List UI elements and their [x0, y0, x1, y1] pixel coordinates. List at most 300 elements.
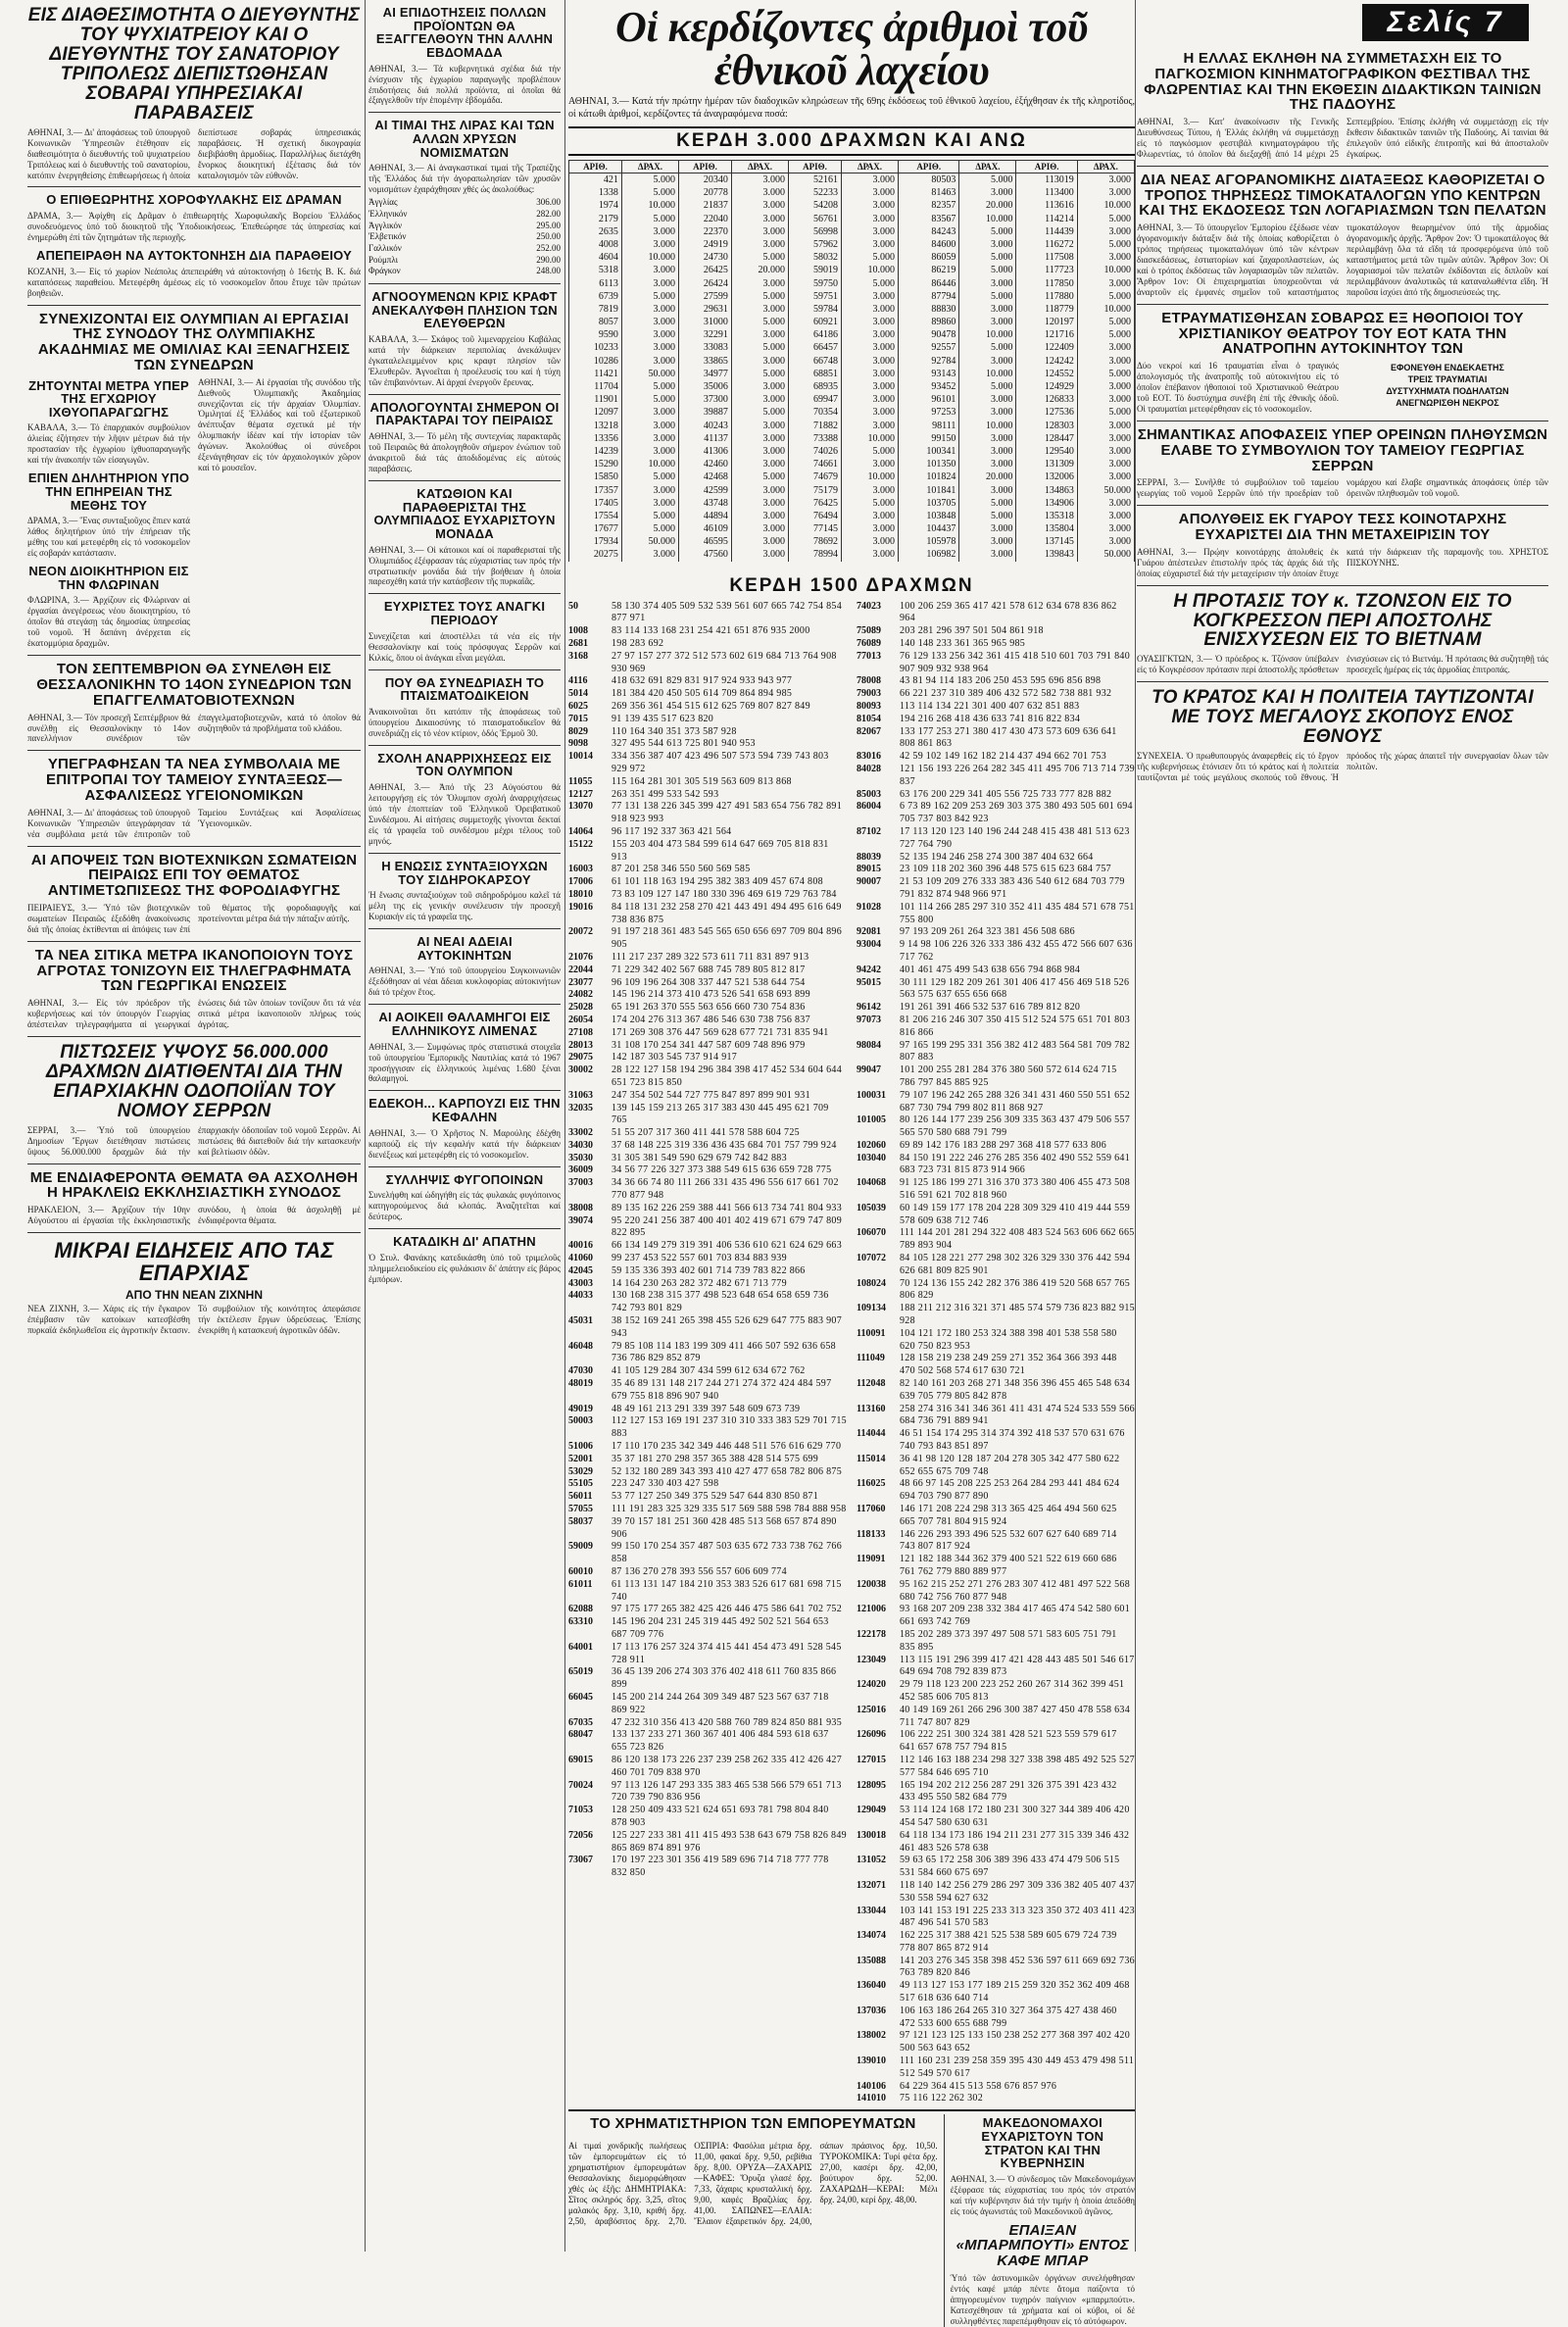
prize-amount: 10.000 — [1077, 199, 1134, 212]
list-item — [857, 726, 1135, 752]
list-numbers: 48 66 97 145 208 225 253 264 284 293 441 484 624 694 703 790 877 890 — [900, 1478, 1120, 1503]
article-car-licenses — [368, 929, 561, 1005]
table-row — [569, 497, 1135, 510]
ticket-number: 81463 — [899, 186, 959, 199]
list-lead-number: 5014 — [568, 688, 588, 700]
list-item — [857, 939, 1135, 965]
headline: ΑΠΕΠΕΙΡΑΘΗ ΝΑ ΑΥΤΟΚΤΟΝΗΣΗ ΔΙΑ ΠΑΡΑΘΕΙΟΥ — [36, 248, 352, 264]
list-item — [857, 638, 1135, 651]
article-text: ΔΡΑΜΑ, 3.— Ἀφίχθη εἰς Δρᾶμαν ὁ ἐπιθεωρητής Χωροφυλακῆς Βορείου Ἑλλάδος συνοδευόμενος ὑπό τοῦ διοικητοῦ τῆς Ὑποδιοικήσεως. Ἐπεθεώρησε τάς ὑπηρεσίας καί ἐνημερώθη ἐπί τῶν ζητημάτων τῆς περιοχῆς. — [27, 211, 361, 243]
list-numbers: 111 160 231 239 258 359 395 430 449 453 479 498 511 512 549 570 617 — [900, 2055, 1135, 2079]
ticket-number: 137145 — [1016, 535, 1077, 548]
prize-amount: 5.000 — [731, 368, 788, 380]
table-row — [569, 264, 1135, 276]
ticket-number: 124552 — [1016, 368, 1077, 380]
list-item — [857, 1855, 1135, 1880]
prize-amount: 5.000 — [841, 277, 898, 290]
list-item — [857, 1378, 1135, 1404]
list-item — [857, 1529, 1135, 1555]
list-lead-number: 102060 — [857, 1139, 886, 1151]
headline: ΚΑΤΩΘΙΟΝ ΚΑΙ ΠΑΡΑΘΕΡΙΣΤΑΙ ΤΗΣ ΟΛΥΜΠΙΑΔΟΣ ΕΥΧΑΡΙΣΤΟΥΝ ΜΟΝΑΔΑ — [373, 486, 556, 541]
ticket-number: 26425 — [679, 264, 732, 276]
list-item — [857, 675, 1135, 688]
headline: Η ΠΡΟΤΑΣΙΣ ΤΟΥ κ. ΤΖΟΝΣΟΝ ΕΙΣ ΤΟ ΚΟΓΚΡΕΣΣΟΝ ΠΕΡΙ ΑΠΟΣΤΟΛΗΣ ΕΝΙΣΧΥΣΕΩΝ ΕΙΣ ΤΟ ΒΙΕΤΝΑΜ — [1173, 590, 1512, 651]
ticket-number: 40243 — [679, 420, 732, 432]
list-lead-number: 20072 — [568, 926, 593, 938]
list-lead-number: 28013 — [568, 1039, 593, 1051]
list-item — [568, 1466, 847, 1479]
headline: ΑΠΟΛΥΘΕΙΣ ΕΚ ΓΥΑΡΟΥ ΤΕΣΣ ΚΟΙΝΟΤΑΡΧΗΣ ΕΥΧΑΡΙΣΤΕΙ ΔΙΑ ΤΗΝ ΜΕΤΑΧΕΙΡΙΣΙΝ ΤΟΥ — [1178, 511, 1507, 543]
list-numbers: 188 211 212 316 321 371 485 574 579 736 823 882 915 928 — [900, 1303, 1135, 1327]
list-numbers: 46 51 154 174 295 314 374 392 418 537 570 631 676 740 793 843 851 897 — [900, 1428, 1125, 1453]
ticket-number: 113019 — [1016, 173, 1077, 187]
prize-amount: 10.000 — [959, 213, 1016, 225]
list-item — [568, 625, 847, 638]
list-numbers: 97 193 209 261 264 323 381 456 508 686 — [900, 926, 1075, 938]
ticket-number: 139843 — [1016, 548, 1077, 561]
list-lead-number: 97073 — [857, 1014, 881, 1025]
ticket-number: 46595 — [679, 535, 732, 548]
coin-row — [368, 209, 561, 221]
table-row — [569, 290, 1135, 303]
list-item — [857, 1303, 1135, 1328]
list-item — [568, 864, 847, 876]
prize-amount: 5.000 — [959, 341, 1016, 354]
list-numbers: 263 351 499 533 542 593 — [612, 788, 719, 800]
prize-amount: 3.000 — [959, 355, 1016, 368]
article-text: ΦΛΩΡΙΝΑ, 3.— Ἀρχίζουν εἰς Φλώριναν αἱ ἐργασίαι ἀνεγέρσεως νέου διοικητηρίου, τό ὁποῖον θά στεγάσῃ τάς δημοσίας ὑπηρεσίας τοῦ νομοῦ. Ἡ δαπάνη ἀνέρχεται εἰς ἑκατομμύρια δραχμῶν. — [27, 595, 190, 649]
prize-amount: 3.000 — [841, 355, 898, 368]
list-lead-number: 16003 — [568, 864, 593, 875]
coin-name: Ἑλληνικόν — [368, 208, 408, 219]
list-numbers: 146 171 208 224 298 313 365 425 464 494 560 625 665 707 781 804 915 924 — [900, 1504, 1117, 1527]
list-item — [857, 1428, 1135, 1454]
list-item — [857, 1729, 1135, 1755]
list-item — [568, 1566, 847, 1579]
prize-amount: 3.000 — [841, 328, 898, 341]
headline: ΤΟΝ ΣΕΠΤΕΜΒΡΙΟΝ ΘΑ ΣΥΝΕΛΘΗ ΕΙΣ ΘΕΣΣΑΛΟΝΙΚΗΝ ΤΟ 14ΟΝ ΣΥΝΕΔΡΙΟΝ ΤΩΝ ΕΠΑΓΓΕΛΜΑΤΟΒΙΟΤΕΧΝΩΝ — [36, 661, 352, 709]
list-lead-number: 32035 — [568, 1102, 593, 1114]
list-numbers: 91 197 218 361 483 545 565 650 656 697 709 804 896 905 — [612, 926, 842, 951]
list-lead-number: 44033 — [568, 1290, 593, 1302]
article-contracts — [27, 751, 361, 846]
ticket-number: 59751 — [789, 290, 842, 303]
list-item — [568, 977, 847, 990]
list-lead-number: 30002 — [568, 1064, 593, 1076]
list-numbers: 106 222 251 300 324 381 428 521 523 559 579 617 641 657 678 757 794 815 — [900, 1729, 1117, 1754]
list-lead-number: 19016 — [568, 901, 593, 913]
list-item — [857, 2030, 1135, 2055]
list-lead-number: 137036 — [857, 2005, 886, 2016]
list-lead-number: 120038 — [857, 1578, 886, 1590]
list-item — [568, 1027, 847, 1040]
table-row — [569, 186, 1135, 199]
ticket-number: 84600 — [899, 238, 959, 251]
list-item — [568, 651, 847, 676]
list-numbers: 86 120 138 173 226 237 239 258 262 335 412 426 427 460 701 709 838 970 — [612, 1754, 842, 1778]
ticket-number: 100341 — [899, 445, 959, 458]
ticket-number: 17934 — [569, 535, 622, 548]
prize-amount: 50.000 — [621, 535, 678, 548]
prize-amount: 3.000 — [621, 548, 678, 561]
list-numbers: 73 83 109 127 147 180 330 396 469 619 729 763 784 — [612, 888, 837, 900]
ticket-number: 124242 — [1016, 355, 1077, 368]
list-item — [568, 675, 847, 688]
column-header-number: ΑΡΙΘ. — [1016, 161, 1077, 173]
list-numbers: 71 229 342 402 567 688 745 789 805 812 817 — [612, 964, 806, 975]
list-lead-number: 15122 — [568, 838, 593, 850]
ticket-number: 39887 — [679, 406, 732, 419]
list-lead-number: 76089 — [857, 638, 881, 650]
list-numbers: 133 177 253 271 380 417 430 473 573 609 636 641 808 861 863 — [900, 725, 1117, 750]
list-numbers: 17 110 170 235 342 349 446 448 511 576 616 629 770 — [612, 1441, 842, 1453]
ticket-number: 86219 — [899, 264, 959, 276]
list-item — [568, 1441, 847, 1454]
article-text: ΑΘΗΝΑΙ, 3.— Τά κυβερνητικά σχέδια διά τήν ἐνίσχυσιν τῆς ἐγχωρίου παραγωγῆς προβλέπουν ἐπιδοτήσεις διά πολλά προϊόντα, αἱ ὁποῖαι θά ἐξαγγελθοῦν τήν ἑπομένην ἑβδομάδα. — [368, 63, 561, 106]
list-numbers: 76 129 133 256 342 361 415 418 510 601 703 791 840 907 909 932 938 964 — [900, 650, 1130, 674]
column-header-number: ΑΡΙΘ. — [569, 161, 622, 173]
list-numbers: 37 68 148 225 319 336 436 435 684 701 757 799 924 — [612, 1139, 837, 1151]
headline: ΠΟΥ ΘΑ ΣΥΝΕΔΡΙΑΣΗ ΤΟ ΠΤΑΙΣΜΑΤΟΔΙΚΕΙΟΝ — [384, 674, 545, 704]
list-item — [857, 1554, 1135, 1579]
list-numbers: 113 114 134 221 301 400 407 632 851 883 — [900, 701, 1080, 712]
ticket-number: 86059 — [899, 251, 959, 264]
table-row — [569, 303, 1135, 316]
ticket-number: 68935 — [789, 380, 842, 393]
prize-amount: 20.000 — [959, 199, 1016, 212]
subheadline: ΤΡΕΙΣ ΤΡΑΥΜΑΤΙΑΙ — [1407, 374, 1488, 385]
ticket-number: 68851 — [789, 368, 842, 380]
list-numbers: 65 191 263 370 555 563 656 660 730 754 836 — [612, 1002, 806, 1014]
ticket-number: 43748 — [679, 497, 732, 510]
ticket-number: 73388 — [789, 432, 842, 445]
article-text: ΑΘΗΝΑΙ, 3.— Ὁ Χρῆστος Ν. Μαρούλης ἐδέχθη καρπούζι εἰς τήν κεφαλήν κατά τήν διάρκειαν διενέξεως καί μετεφέρθη εἰς τό νοσοκομεῖον. — [368, 1127, 561, 1160]
article-text: ΑΘΗΝΑΙ, 3.— Δι' ἀποφάσεως τοῦ ὑπουργοῦ Κοινωνικῶν Ὑπηρεσιῶν ὑπεγράφησαν τά νέα συμβόλαια μετά τῶν ἐπιτροπῶν τοῦ Ταμείου Συντάξεως καί Ἀσφαλίσεως Ὑγειονομικῶν. — [27, 807, 361, 839]
list-numbers: 30 111 129 182 209 261 301 406 417 456 469 518 526 563 575 637 655 656 668 — [900, 976, 1130, 1001]
ticket-number: 59750 — [789, 277, 842, 290]
prize-amount: 3.000 — [841, 380, 898, 393]
list-item — [857, 2081, 1135, 2094]
article-gold-coins — [368, 113, 561, 284]
ticket-number: 13356 — [569, 432, 622, 445]
list-item — [568, 1290, 847, 1315]
list-lead-number: 104068 — [857, 1177, 886, 1189]
list-item — [857, 1655, 1135, 1680]
ticket-number: 128303 — [1016, 420, 1077, 432]
headline: ΝΕΟΝ ΔΙΟΙΚΗΤΗΡΙΟΝ ΕΙΣ ΤΗΝ ΦΛΩΡΙΝΑΝ — [28, 564, 189, 592]
prize-amount: 3.000 — [841, 458, 898, 470]
coin-name: Ἀγγλικόν — [368, 220, 403, 230]
list-lead-number: 82067 — [857, 725, 881, 737]
list-lead-number: 108024 — [857, 1277, 886, 1289]
prize-amount: 5.000 — [731, 316, 788, 328]
list-numbers: 77 131 138 226 345 399 427 491 583 654 756 782 891 918 923 993 — [612, 801, 842, 825]
list-lead-number: 106070 — [857, 1227, 886, 1239]
list-numbers: 31 305 381 549 590 629 679 742 842 883 — [612, 1152, 787, 1164]
headline: ΑΠΟΛΟΓΟΥΝΤΑΙ ΣΗΜΕΡΟΝ ΟΙ ΠΑΡΑΚΤΑΡΑΙ ΤΟΥ ΠΕΙΡΑΙΩΣ — [369, 399, 560, 428]
list-lead-number: 100031 — [857, 1089, 886, 1101]
list-lead-number: 109134 — [857, 1303, 886, 1314]
list-item — [857, 1880, 1135, 1906]
list-item — [857, 1015, 1135, 1040]
prize-amount: 3.000 — [841, 393, 898, 406]
prize-amount: 3.000 — [959, 303, 1016, 316]
list-numbers: 35 46 89 131 148 217 244 271 274 372 424 484 597 679 755 818 896 907 940 — [612, 1378, 832, 1402]
list-lead-number: 125016 — [857, 1704, 886, 1715]
section-heading-3000: ΚΕΡΔΗ 3.000 ΔΡΑΧΜΩΝ ΚΑΙ ΑΝΩ — [568, 126, 1135, 156]
list-numbers: 418 632 691 829 831 917 924 933 943 977 — [612, 675, 793, 687]
list-item — [857, 1478, 1135, 1504]
list-lead-number: 101005 — [857, 1114, 886, 1126]
list-lead-number: 115014 — [857, 1453, 886, 1464]
prize-amount: 3.000 — [841, 225, 898, 238]
ticket-number: 32291 — [679, 328, 732, 341]
article-cris-craft — [368, 284, 561, 395]
list-numbers: 21 53 109 209 276 333 383 436 540 612 684 703 779 791 832 874 948 966 971 — [900, 876, 1125, 900]
headline: ΖΗΤΟΥΝΤΑΙ ΜΕΤΡΑ ΥΠΕΡ ΤΗΣ ΕΓΧΩΡΙΟΥ ΙΧΘΥΟΠΑΡΑΓΩΓΗΣ — [28, 377, 189, 420]
list-numbers: 101 200 255 281 284 376 380 560 572 614 624 715 786 797 845 885 925 — [900, 1064, 1117, 1088]
prize-amount: 10.000 — [1077, 303, 1134, 316]
prize-amount: 10.000 — [841, 264, 898, 276]
list-numbers: 36 41 98 120 128 187 204 278 305 342 477 580 622 652 655 675 709 748 — [900, 1453, 1120, 1477]
prize-amount: 5.000 — [1077, 213, 1134, 225]
ticket-number: 80503 — [899, 173, 959, 187]
prize-amount: 3.000 — [1077, 225, 1134, 238]
headline: ΣΥΝΕΧΙΖΟΝΤΑΙ ΕΙΣ ΟΛΥΜΠΙΑΝ ΑΙ ΕΡΓΑΣΙΑΙ ΤΗΣ ΣΥΝΟΔΟΥ ΤΗΣ ΟΛΥΜΠΙΑΚΗΣ ΑΚΑΔΗΜΙΑΣ ΜΕ ΟΜΙΛΙΑΣ ΚΑΙ ΞΕΝΑΓΗΣΕΙΣ ΤΩΝ ΣΥΝΕΔΡΩΝ — [37, 310, 351, 373]
list-item — [568, 1454, 847, 1466]
headline: ΤΟ ΧΡΗΜΑΤΙΣΤΗΡΙΟΝ ΤΩΝ ΕΜΠΟΡΕΥΜΑΤΩΝ — [590, 2115, 916, 2133]
list-numbers: 36 45 139 206 274 303 376 402 418 611 760 835 866 899 — [612, 1666, 837, 1691]
list-item — [857, 1114, 1135, 1140]
list-numbers: 125 227 233 381 411 415 493 538 643 679 758 826 849 865 869 874 891 976 — [612, 1829, 847, 1854]
list-lead-number: 10014 — [568, 751, 593, 763]
prize-amount: 5.000 — [1077, 406, 1134, 419]
ticket-number: 134863 — [1016, 484, 1077, 497]
ticket-number: 117880 — [1016, 290, 1077, 303]
table-row — [569, 432, 1135, 445]
list-lead-number: 3168 — [568, 650, 588, 662]
list-lead-number: 138002 — [857, 2030, 886, 2042]
list-item — [568, 638, 847, 651]
list-lead-number: 17006 — [568, 876, 593, 888]
list-numbers: 64 229 364 415 513 558 676 857 976 — [900, 2080, 1057, 2092]
prize-amount: 20.000 — [731, 264, 788, 276]
ticket-number: 59019 — [789, 264, 842, 276]
ticket-number: 105978 — [899, 535, 959, 548]
list-item — [857, 1227, 1135, 1253]
list-item — [857, 1140, 1135, 1153]
list-item — [568, 926, 847, 952]
ticket-number: 120197 — [1016, 316, 1077, 328]
prize-amount: 5.000 — [621, 173, 678, 187]
prize-amount: 5.000 — [621, 213, 678, 225]
list-item — [857, 1064, 1135, 1090]
ticket-number: 121716 — [1016, 328, 1077, 341]
article-text: ΑΘΗΝΑΙ, 3.— Αἱ ἀναγκαστικαί τιμαί τῆς Τραπέζης τῆς Ἑλλάδος διά τήν ἀγοραπωλησίαν τῶν χρυσῶν νομισμάτων ἐχαράχθησαν χθές ὡς ἀκολούθως: — [368, 163, 561, 195]
list-lead-number: 98084 — [857, 1039, 881, 1051]
list-lead-number: 33002 — [568, 1127, 593, 1139]
list-item — [568, 1404, 847, 1416]
article-text: ΟΥΑΣΙΓΚΤΩΝ, 3.— Ὁ πρόεδρος κ. Τζόνσον ὑπέβαλεν εἰς τό Κογκρέσσον πρότασιν περί ἀποστολῆς πρόσθετων ἐνισχύσεων εἰς τό Βιετνάμ. Ἡ πρότασις θά συζητηθῇ τάς προσεχεῖς ἡμέρας εἰς τάς ἀρμοδίας ἐπιτροπάς. — [1137, 654, 1548, 675]
list-lead-number: 93004 — [857, 939, 881, 951]
list-lead-number: 116025 — [857, 1478, 886, 1490]
prize-amount: 3.000 — [959, 393, 1016, 406]
ticket-number: 56761 — [789, 213, 842, 225]
list-numbers: 66 221 237 310 389 406 432 572 582 738 881 932 — [900, 688, 1112, 700]
ticket-number: 6113 — [569, 277, 622, 290]
coin-row — [368, 255, 561, 267]
list-numbers: 35 37 181 270 298 357 365 388 428 514 575 699 — [612, 1453, 818, 1464]
headline: ΑΙ ΑΠΟΨΕΙΣ ΤΩΝ ΒΙΟΤΕΧΝΙΚΩΝ ΣΩΜΑΤΕΙΩΝ ΠΕΙΡΑΙΩΣ ΕΠΙ ΤΟΥ ΘΕΜΑΤΟΣ ΑΝΤΙΜΕΤΩΠΙΣΕΩΣ ΤΗΣ ΦΟΡΟΔΙΑΦΥΓΗΣ — [30, 851, 358, 900]
prize-amount: 3.000 — [1077, 432, 1134, 445]
prize-table — [568, 160, 1135, 562]
ticket-number: 9590 — [569, 328, 622, 341]
article-fugitives — [368, 1167, 561, 1230]
ticket-number: 70354 — [789, 406, 842, 419]
list-numbers: 39 70 157 181 251 360 428 485 513 568 657 874 890 906 — [612, 1515, 837, 1540]
number-list-left — [568, 601, 847, 2106]
list-lead-number: 122178 — [857, 1628, 886, 1640]
article-text: ΑΘΗΝΑΙ, 3.— Αἱ ἐργασίαι τῆς συνόδου τῆς Διεθνοῦς Ὀλυμπιακῆς Ἀκαδημίας συνεχίζονται εἰς τήν ἀρχαίαν Ὀλυμπίαν. Ὁμιληταί ἐξ Ἑλλάδος καί τοῦ ἐξωτερικοῦ ἀνέπτυξαν θέματα σχετικά μέ τήν ὀλυμπιακήν ἰδέαν καί τήν ἱστορίαν τῶν ἀγώνων. Ἀκολούθως οἱ σύνεδροι ἐξενάγηθησαν εἰς τόν ἀρχαιολογικόν χῶρον καί τό μουσεῖον. — [198, 376, 361, 473]
list-item — [568, 1666, 847, 1692]
list-numbers: 63 176 200 229 341 405 556 725 733 777 828 882 — [900, 788, 1112, 800]
ticket-number: 5318 — [569, 264, 622, 276]
article-pair — [27, 187, 361, 305]
article-serres-roads — [27, 1037, 361, 1164]
table-row — [569, 355, 1135, 368]
article-text: ΝΕΑ ΖΙΧΝΗ, 3.— Χάρις εἰς τήν ἔγκαιρον ἐπέμβασιν τῶν κατοίκων κατεσβέσθη πυρκαϊά ἐκδηλωθεῖσα εἰς ἀγροτικήν ἔκτασιν. Τό συμβούλιον τῆς κοινότητος ἀπεφάσισε τήν ἐκτέλεσιν ἔργων ὑδρεύσεως. Ἐπίσης ἐνεκρίθη ἡ κατασκευή ἀγροτικῶν ὁδῶν. — [27, 1304, 361, 1336]
ticket-number: 77145 — [789, 522, 842, 535]
list-item — [857, 1830, 1135, 1856]
list-numbers: 155 203 404 473 584 599 614 647 669 705 818 831 913 — [612, 838, 829, 863]
list-numbers: 79 85 108 114 183 199 309 411 466 507 592 636 658 736 786 829 852 879 — [612, 1340, 836, 1364]
ticket-number: 71882 — [789, 420, 842, 432]
list-lead-number: 123049 — [857, 1654, 886, 1665]
prize-amount: 20.000 — [959, 470, 1016, 483]
list-numbers: 61 101 118 163 194 295 382 383 409 457 674 808 — [612, 876, 823, 888]
list-lead-number: 27108 — [568, 1026, 593, 1038]
list-item — [568, 1127, 847, 1140]
headline: ΚΑΤΑΔΙΚΗ ΔΙ' ΑΠΑΤΗΝ — [393, 1234, 536, 1250]
headline: ΕΠΙΕΝ ΔΗΛΗΤΗΡΙΟΝ ΥΠΟ ΤΗΝ ΕΠΗΡΕΙΑΝ ΤΗΣ ΜΕΘΗΣ ΤΟΥ — [27, 470, 190, 513]
prize-amount: 3.000 — [621, 303, 678, 316]
list-item — [568, 701, 847, 714]
ticket-number: 27599 — [679, 290, 732, 303]
prize-amount: 5.000 — [731, 470, 788, 483]
ticket-number: 113400 — [1016, 186, 1077, 199]
ticket-number: 113616 — [1016, 199, 1077, 212]
list-numbers: 59 63 65 172 258 306 389 396 433 474 479 506 515 531 584 660 675 697 — [900, 1855, 1120, 1879]
table-row — [569, 522, 1135, 535]
list-numbers: 17 113 176 257 324 374 415 441 454 473 491 528 545 728 911 — [612, 1641, 842, 1665]
prize-amount: 3.000 — [621, 316, 678, 328]
article-text: Ἡ ἕνωσις συνταξιούχων τοῦ σιδηροδρόμου καλεῖ τά μέλη της εἰς γενικήν συνέλευσιν τήν προσεχῆ Κυριακήν εἰς τά γραφεῖα της. — [368, 890, 561, 922]
article-text: ΑΘΗΝΑΙ, 3.— Ὁ σύνδεσμος τῶν Μακεδονομάχων ἐξέφρασε τάς εὐχαριστίας του πρός τόν στρατόν καί τήν κυβέρνησιν διά τήν τιμήν ἡ ὁποία ἀπεδόθη εἰς τούς ἀγωνιστάς τοῦ Μακεδονικοῦ ἀγῶνος. — [950, 2173, 1135, 2216]
article-text: ΠΕΙΡΑΙΕΥΣ, 3.— Ὑπό τῶν βιοτεχνικῶν σωματείων Πειραιῶς ἐξεδόθη ἀνακοίνωσις διά τῆς ὁποίας ἐκτίθενται αἱ ἀπόψεις των ἐπί τοῦ θέματος τῆς φοροδιαφυγῆς καί προτείνονται μέτρα διά τήν πάταξιν αὐτῆς. — [27, 902, 361, 934]
list-item — [857, 1629, 1135, 1655]
prize-amount: 5.000 — [731, 406, 788, 419]
ticket-number: 66748 — [789, 355, 842, 368]
article-yachts — [368, 1005, 561, 1091]
article-text: ΚΑΒΑΛΑ, 3.— Σκάφος τοῦ λιμεναρχείου Καβάλας κατά τήν διάρκειαν περιπολίας ἀνεκάλυψεν ἐγκαταλελειμμένον κρις κραφτ πλησίον τῶν Ἐλευθερῶν. Ἀγνοεῖται ἡ προέλευσίς του καί ἡ τύχη τῶν ἐπιβαινόντων. Αἱ ἀρχαί ἐνεργοῦν ἔρευνας. — [368, 334, 561, 387]
headline: ΑΙ ΕΠΙΔΟΤΗΣΕΙΣ ΠΟΛΛΩΝ ΠΡΟΪΟΝΤΩΝ ΘΑ ΕΞΑΓΓΕΛΘΟΥΝ ΤΗΝ ΑΛΛΗΝ ΕΒΔΟΜΑΔΑ — [375, 5, 554, 60]
prize-amount: 5.000 — [959, 264, 1016, 276]
list-lead-number: 73067 — [568, 1855, 593, 1866]
list-lead-number: 105039 — [857, 1202, 886, 1213]
ticket-number: 59784 — [789, 303, 842, 316]
list-numbers: 87 136 270 278 393 556 557 606 609 774 — [612, 1565, 787, 1577]
prize-amount: 10.000 — [621, 458, 678, 470]
article-text: Ὑπό τῶν ἀστυνομικῶν ὀργάνων συνελήφθησαν ἐντός καφέ μπάρ πέντε ἄτομα παίζοντα τό ἀπηγορευμένον τυχηρόν παίγνιον «μπαρμπούτι». Κατεσχέθησαν τά χρήματα καί οἱ κύβοι, οἱ δέ συλληφθέντες παρεπέμφθησαν εἰς τό αὐτόφωρον. — [950, 2272, 1135, 2326]
list-lead-number: 135088 — [857, 1955, 886, 1966]
list-numbers: 247 354 502 544 727 775 847 897 899 901 931 — [612, 1089, 810, 1101]
list-lead-number: 34030 — [568, 1139, 593, 1151]
table-row — [569, 535, 1135, 548]
ticket-number: 103848 — [899, 510, 959, 522]
headline: ΑΙ ΑΟΙΚΕΙΙ ΘΑΛΑΜΗΓΟΙ ΕΙΣ ΕΛΛΗΝΙΚΟΥΣ ΛΙΜΕΝΑΣ — [378, 1010, 551, 1038]
list-lead-number: 141010 — [857, 2093, 886, 2104]
ticket-number: 42460 — [679, 458, 732, 470]
prize-amount: 3.000 — [731, 420, 788, 432]
list-lead-number: 118133 — [857, 1528, 886, 1540]
list-lead-number: 99047 — [857, 1064, 881, 1076]
prize-amount: 10.000 — [959, 420, 1016, 432]
ticket-number: 22370 — [679, 225, 732, 238]
prize-amount: 3.000 — [621, 355, 678, 368]
list-item — [857, 1353, 1135, 1378]
prize-amount: 10.000 — [621, 199, 678, 212]
ticket-number: 15290 — [569, 458, 622, 470]
list-item — [857, 977, 1135, 1003]
ticket-number: 35006 — [679, 380, 732, 393]
article-text: ΑΘΗΝΑΙ, 3.— Τό μέλη τῆς συντεχνίας παρακταρᾶς τοῦ Πειραιῶς θά ἀπολογηθοῦν σήμερον ἐνώπιον τοῦ ἀνακριτοῦ διά τάς ἀποδιδομένας εἰς αὐτούς παραβάσεις. — [368, 431, 561, 474]
headline: ΣΥΛΛΗΨΙΣ ΦΥΓΟΠΟΙΝΩΝ — [385, 1171, 544, 1187]
list-lead-number: 132071 — [857, 1879, 886, 1891]
prize-amount: 3.000 — [959, 186, 1016, 199]
list-lead-number: 42045 — [568, 1264, 593, 1276]
list-lead-number: 80093 — [857, 701, 881, 712]
list-numbers: 40 149 169 261 266 296 300 387 427 450 478 558 634 711 747 807 829 — [900, 1704, 1130, 1728]
ticket-number: 1338 — [569, 186, 622, 199]
article-synod — [27, 1164, 361, 1233]
list-numbers: 103 141 153 191 225 233 313 323 350 372 403 411 423 487 496 541 570 583 — [900, 1905, 1135, 1929]
list-item — [568, 989, 847, 1002]
list-numbers: 171 269 308 376 447 569 628 677 721 731 835 941 — [612, 1026, 829, 1038]
headline: ΥΠΕΓΡΑΦΗΣΑΝ ΤΑ ΝΕΑ ΣΥΜΒΟΛΑΙΑ ΜΕ ΕΠΙΤΡΟΠΑΙ ΤΟΥ ΤΑΜΕΙΟΥ ΣΥΝΤΑΞΕΩΣ—ΑΣΦΑΛΙΣΕΩΣ ΥΓΕΙΟΝΟΜΙΚΩΝ — [46, 756, 342, 804]
article-state — [1137, 682, 1548, 789]
list-lead-number: 87102 — [857, 825, 881, 837]
list-numbers: 162 225 317 388 421 525 538 589 605 679 724 739 778 807 865 872 914 — [900, 1930, 1117, 1954]
ticket-number: 78692 — [789, 535, 842, 548]
article-film-festival — [1137, 45, 1548, 167]
prize-amount: 3.000 — [959, 458, 1016, 470]
list-lead-number: 126096 — [857, 1729, 886, 1741]
list-numbers: 6 73 89 162 209 253 269 303 375 380 493 505 601 694 705 737 803 842 923 — [900, 801, 1133, 825]
list-numbers: 96 117 192 337 363 421 564 — [612, 825, 732, 837]
ticket-number: 57962 — [789, 238, 842, 251]
prize-amount: 3.000 — [621, 406, 678, 419]
prize-amount: 5.000 — [731, 251, 788, 264]
ticket-number: 41306 — [679, 445, 732, 458]
list-lead-number: 117060 — [857, 1504, 886, 1514]
ticket-number: 74661 — [789, 458, 842, 470]
list-numbers: 203 281 296 397 501 504 861 918 — [900, 625, 1044, 637]
table-row — [569, 251, 1135, 264]
ticket-number: 11901 — [569, 393, 622, 406]
prize-amount: 5.000 — [621, 510, 678, 522]
list-numbers: 53 77 127 250 349 375 529 547 644 830 850 871 — [612, 1491, 818, 1503]
list-lead-number: 56011 — [568, 1491, 593, 1503]
